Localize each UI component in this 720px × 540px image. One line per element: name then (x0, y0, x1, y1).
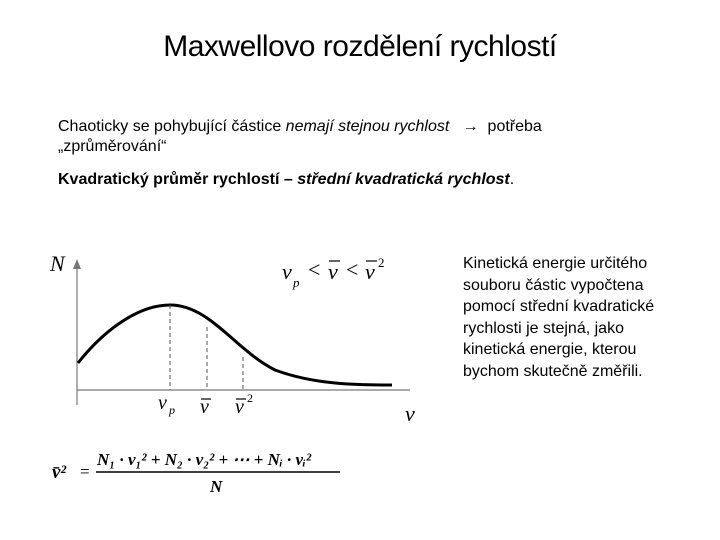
formula-denominator: N (210, 477, 223, 496)
intro-text-start: Chaoticky se pohybující částice (58, 118, 286, 135)
page-title: Maxwellovo rozdělení rychlostí (163, 30, 557, 63)
ineq-lt1: < (308, 257, 321, 282)
tick-labels (158, 391, 253, 418)
ineq-sup: 2 (378, 255, 385, 270)
intro-paragraph (58, 117, 658, 157)
rms-formula (50, 443, 350, 499)
ineq-vp: v (282, 259, 292, 284)
tick-vsq: v (235, 396, 244, 418)
tick-vbar: v (200, 396, 209, 418)
ineq-vbar: v (328, 259, 338, 284)
tick-vp-sub: p (169, 403, 175, 417)
formula-equals: = (80, 462, 90, 481)
ineq-vsq: v (365, 259, 375, 284)
intro-text-line2: „zprůměrování“ (58, 138, 167, 155)
inequality-expression (282, 255, 385, 290)
x-axis-label: v (405, 401, 415, 426)
intro-text-emphasis: nemají stejnou rychlost (285, 118, 450, 135)
y-axis-arrow (73, 259, 81, 269)
sidebar-explanation: Kinetická energie určitého souboru částic vypočtena pomocí střední kvadratické rychlosti je stejná, jako kinetická energie, kterou bychom skutečně změřili. (463, 255, 655, 380)
y-axis-label: N (50, 251, 65, 276)
tick-sup: 2 (247, 391, 253, 405)
maxwell-distribution-graph (40, 245, 440, 435)
tick-vp: v (158, 392, 167, 414)
distribution-curve (78, 305, 392, 385)
definition-bold: Kvadratický průměr rychlostí – (58, 171, 298, 188)
formula-numerator: N₁ · v₁² + N₂ · v₂² + ⋯ + Nᵢ · vᵢ² (97, 450, 312, 469)
ineq-lt2: < (346, 257, 359, 282)
formula-lhs: v̄² (52, 462, 67, 483)
intro-text-end: potřeba (487, 118, 542, 135)
definition-end: . (509, 171, 515, 188)
definition-bold-italic: střední kvadratická rychlost (297, 171, 510, 188)
ineq-vp-sub: p (293, 275, 300, 290)
definition-paragraph (58, 170, 678, 190)
arrow-symbol: → (462, 118, 479, 135)
